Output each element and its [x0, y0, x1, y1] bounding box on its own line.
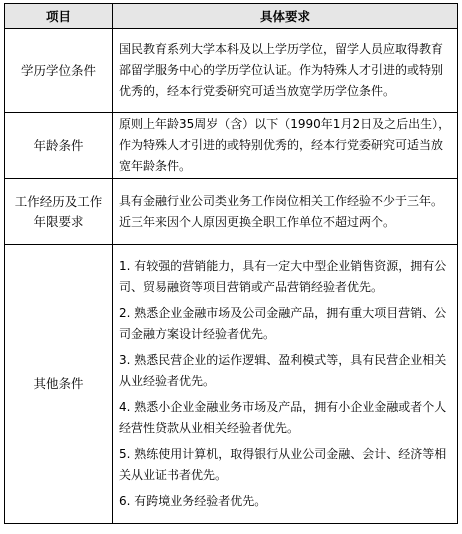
table-row — [5, 245, 458, 524]
other-item-4: 4. 熟悉小企业金融业务市场及产品，拥有小企业金融或者个人经营性贷款从业相关经验者优先。 — [119, 400, 447, 435]
row-label-education: 学历学位条件 — [5, 29, 113, 113]
table-row — [5, 29, 458, 113]
row-text-work-experience: 具有金融行业公司类业务工作岗位相关工作经验不少于三年。近三年来因个人原因更换全职工作单位不超过两个。 — [113, 179, 458, 245]
table-row — [5, 113, 458, 179]
row-label-work-experience: 工作经历及工作年限要求 — [5, 179, 113, 245]
other-item-6: 6. 有跨境业务经验者优先。 — [119, 494, 267, 508]
other-item-2: 2. 熟悉企业金融市场及公司金融产品，拥有重大项目营销、公司金融方案设计经验者优先。 — [119, 306, 447, 341]
header-item: 项目 — [5, 4, 113, 29]
row-label-other: 其他条件 — [5, 245, 113, 524]
row-text-other — [113, 245, 458, 524]
requirements-table — [4, 3, 458, 524]
row-text-age: 原则上年龄35周岁（含）以下（1990年1月2日及之后出生），作为特殊人才引进的或特别优秀的，经本行党委研究可适当放宽年龄条件。 — [113, 113, 458, 179]
other-item-3: 3. 熟悉民营企业的运作逻辑、盈利模式等，具有民营企业相关从业经验者优先。 — [119, 353, 447, 388]
row-label-age: 年龄条件 — [5, 113, 113, 179]
other-item-5: 5. 熟练使用计算机，取得银行从业公司金融、会计、经济等相关从业证书者优先。 — [119, 447, 447, 482]
header-requirement: 具体要求 — [113, 4, 458, 29]
other-item-1: 1. 有较强的营销能力，具有一定大中型企业销售资源，拥有公司、贸易融资等项目营销或产品营销经验者优先。 — [119, 259, 447, 294]
table-row — [5, 179, 458, 245]
table-header-row — [5, 4, 458, 29]
row-text-education: 国民教育系列大学本科及以上学历学位，留学人员应取得教育部留学服务中心的学历学位认证。作为特殊人才引进的或特别优秀的，经本行党委研究可适当放宽学历学位条件。 — [113, 29, 458, 113]
